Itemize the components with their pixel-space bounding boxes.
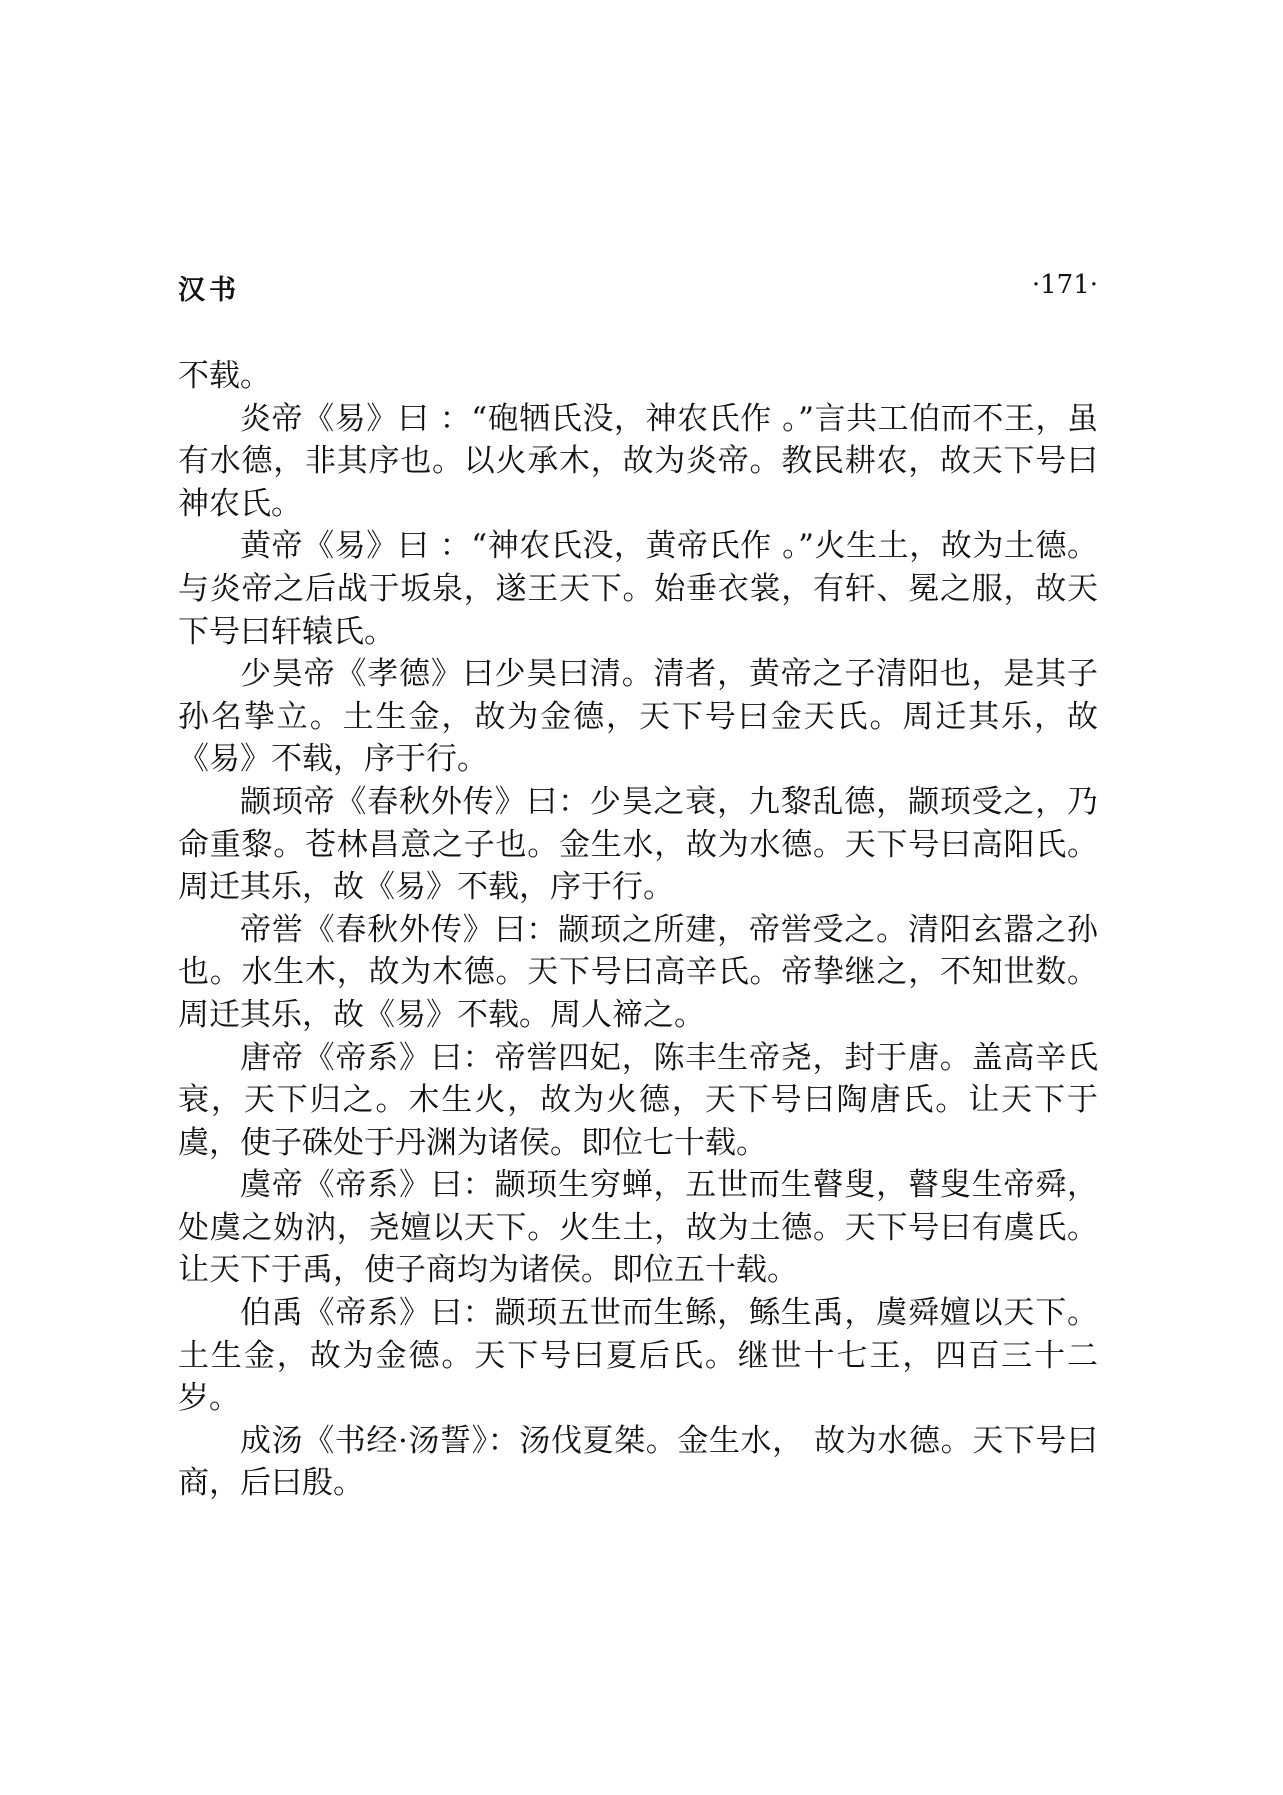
paragraph: 颛顼帝《春秋外传》曰：少昊之衰，九黎乱德，颛顼受之，乃命重黎。苍林昌意之子也。金生水，故为水德。天下号曰高阳氏。周迁其乐，故《易》不载，序于行。 bbox=[178, 783, 1098, 906]
paragraph: 虞帝《帝系》曰：颛顼生穷蝉，五世而生瞽叟，瞽叟生帝舜，处虞之妫汭，尧嬗以天下。火生土，故为土德。天下号曰有虞氏。让天下于禹，使子商均为诸侯。即位五十载。 bbox=[178, 1167, 1098, 1289]
paragraph: 不载。 bbox=[178, 358, 271, 394]
paragraph: 唐帝《帝系》曰：帝喾四妃，陈丰生帝尧，封于唐。盖高辛氏衰，天下归之。木生火，故为火德，天下号曰陶唐氏。让天下于虞，使子硃处于丹渊为诸侯。即位七十载。 bbox=[178, 1039, 1098, 1161]
paragraph: 炎帝《易》曰 ：“砲牺氏没，神农氏作 。”言共工伯而不王，虽有水德，非其序也。以火承木，故为炎帝。教民耕农，故天下号曰神农氏。 bbox=[178, 400, 1098, 522]
page-header bbox=[178, 268, 1098, 308]
paragraph: 成汤《书经·汤誓》：汤伐夏桀。金生水， 故为水德。天下号曰商，后曰殷。 bbox=[178, 1422, 1098, 1502]
paragraph: 伯禹《帝系》曰：颛顼五世而生鲧，鲧生禹，虞舜嬗以天下。土生金，故为金德。天下号曰夏后氏。继世十七王，四百三十二岁。 bbox=[178, 1295, 1098, 1417]
paragraph: 少昊帝《孝德》曰少昊曰清。清者，黄帝之子清阳也，是其子孙名挚立。土生金，故为金德，天下号曰金天氏。周迁其乐，故《易》不载，序于行。 bbox=[178, 656, 1098, 778]
paragraph: 帝喾《春秋外传》曰：颛顼之所建，帝喾受之。清阳玄嚣之孙也。水生木，故为木德。天下号曰高辛氏。帝挚继之，不知世数。周迁其乐，故《易》不载。周人禘之。 bbox=[178, 911, 1098, 1033]
paragraph: 黄帝《易》曰 ：“神农氏没，黄帝氏作 。”火生土，故为土德。与炎帝之后战于坂泉，遂王天下。始垂衣裳，有轩、冕之服，故天下号曰轩辕氏。 bbox=[178, 528, 1098, 650]
body-text bbox=[178, 355, 1098, 1505]
page-number: ·171· bbox=[1031, 270, 1098, 300]
book-title: 汉书 bbox=[178, 275, 240, 306]
